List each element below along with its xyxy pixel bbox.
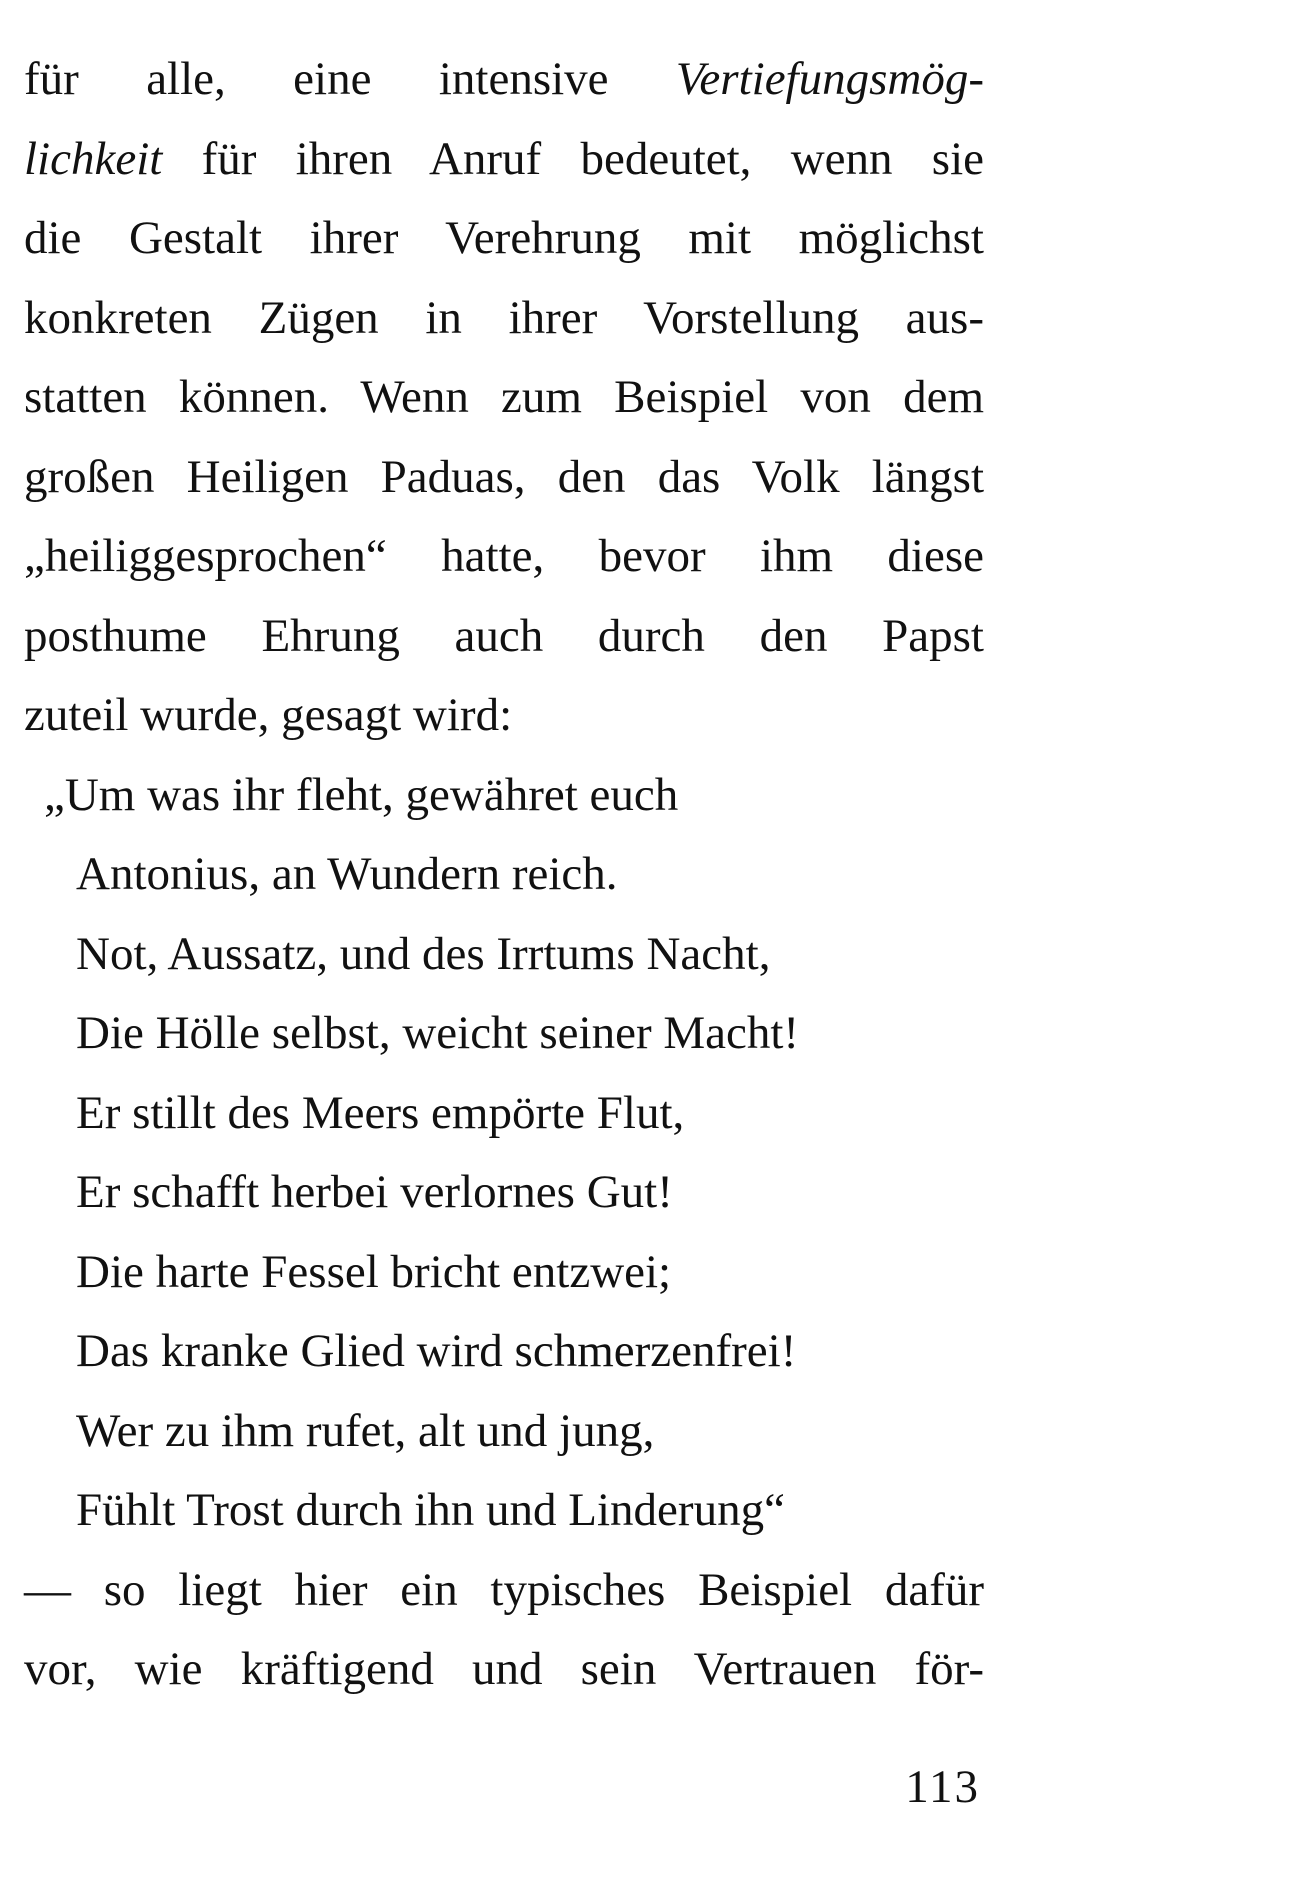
prose-line: „heiliggesprochen“ hatte, bevor ihm diese xyxy=(24,530,984,582)
prose-line: zuteil wurde, gesagt wird: xyxy=(24,689,513,741)
verse-line: Er stillt des Meers empörte Flut, xyxy=(76,1086,685,1139)
prose-line: — so liegt hier ein typisches Beispiel dafür xyxy=(24,1563,984,1616)
prose-line: großen Heiligen Paduas, den das Volk längst xyxy=(24,450,984,503)
italic-text: Vertiefungsmög- xyxy=(675,53,984,105)
prose-line: konkreten Zügen in ihrer Vorstellung aus- xyxy=(24,291,984,344)
prose-line: posthume Ehrung auch durch den Papst xyxy=(24,609,984,662)
italic-text: lichkeit xyxy=(24,132,163,185)
verse-line: Antonius, an Wundern reich. xyxy=(76,848,618,900)
body-text xyxy=(24,40,984,1710)
prose-line xyxy=(24,40,984,120)
prose-line: statten können. Wenn zum Beispiel von dem xyxy=(24,371,984,423)
verse-line: Er schafft herbei verlornes Gut! xyxy=(76,1166,673,1218)
prose-line xyxy=(24,120,984,200)
prose-line: vor, wie kräftigend und sein Vertrauen för- xyxy=(24,1643,984,1695)
verse-line: Wer zu ihm rufet, alt und jung, xyxy=(76,1404,655,1457)
prose-line: die Gestalt ihrer Verehrung mit möglichst xyxy=(24,212,984,264)
prose-text: für ihren Anruf bedeutet, wenn sie xyxy=(162,132,984,185)
verse-line: Fühlt Trost durch ihn und Linderung“ xyxy=(76,1484,785,1536)
prose-text: für alle, eine intensive xyxy=(24,53,676,105)
verse-line: Not, Aussatz, und des Irrtums Nacht, xyxy=(76,927,771,980)
page-number: 113 xyxy=(905,1761,980,1813)
verse-line: Das kranke Glied wird schmerzenfrei! xyxy=(76,1325,797,1377)
verse-line: „Um was ihr fleht, gewähret euch xyxy=(44,768,679,821)
verse-line: Die harte Fessel bricht entzwei; xyxy=(76,1245,672,1298)
verse-line: Die Hölle selbst, weicht seiner Macht! xyxy=(76,1007,800,1059)
